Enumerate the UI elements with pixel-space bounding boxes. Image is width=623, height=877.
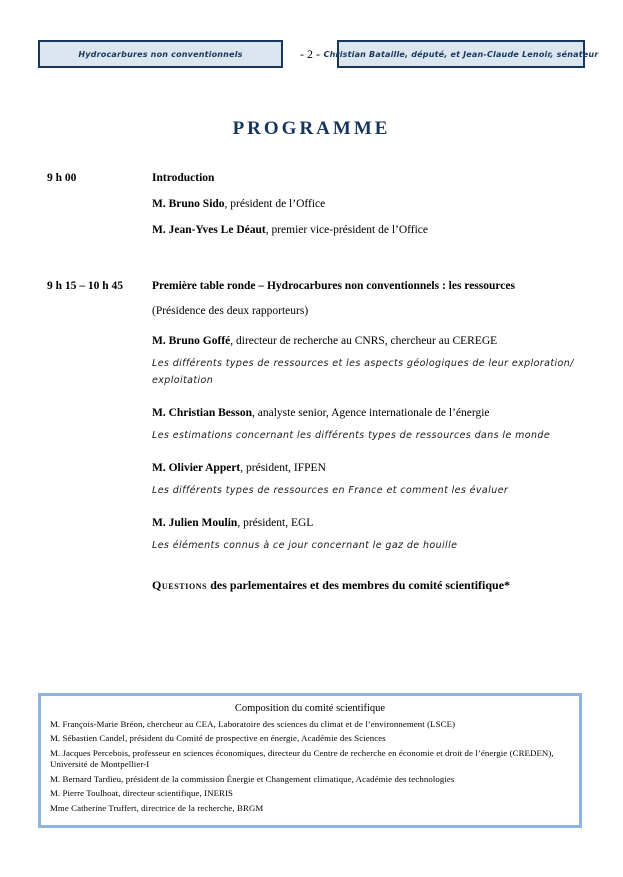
speaker-role: , directeur de recherche au CNRS, chercheur au CEREGE bbox=[230, 335, 498, 347]
header-right-text: Christian Bataille, député, et Jean-Claude Lenoir, sénateur bbox=[323, 49, 599, 59]
session-content bbox=[152, 172, 585, 236]
page-number: - 2 - bbox=[300, 46, 320, 61]
speaker-role: , président de l’Office bbox=[224, 198, 326, 210]
speaker-line bbox=[152, 198, 585, 210]
session-subheading: (Présidence des deux rapporteurs) bbox=[152, 305, 309, 317]
committee-member: M. Bernard Tardieu, président de la commission Énergie et Changement climatique, Académie des technologies bbox=[50, 773, 455, 784]
committee-member: Mme Catherine Truffert, directrice de la recherche, BRGM bbox=[50, 802, 264, 813]
session-heading: Première table ronde – Hydrocarbures non conventionnels : les ressources bbox=[152, 280, 515, 292]
speaker-role: , président, IFPEN bbox=[240, 462, 326, 475]
speaker-name: M. Bruno Goffé bbox=[152, 335, 231, 347]
speaker-role: , président, EGL bbox=[237, 517, 314, 530]
speaker-line bbox=[152, 407, 585, 419]
committee-member: M. Jacques Percebois, professeur en sciences économiques, directeur du Centre de recherche en économie et droit de l’énergie (CREDEN), Université de Montpellier-I bbox=[50, 747, 554, 770]
questions-rest: des parlementaires et des membres du comité scientifique* bbox=[207, 578, 511, 593]
speaker-name: M. Jean-Yves Le Déaut bbox=[152, 224, 266, 236]
session-premiere-table-ronde bbox=[47, 280, 585, 593]
speaker-topic: Les éléments connus à ce jour concernant le gaz de houille bbox=[152, 540, 458, 552]
session-content bbox=[152, 280, 585, 593]
program-schedule bbox=[47, 172, 585, 593]
session-time: 9 h 00 bbox=[47, 172, 77, 184]
speaker-line bbox=[152, 335, 585, 347]
committee-title: Composition du comité scientifique bbox=[234, 703, 386, 714]
committee-member: M. François-Marie Bréon, chercheur au CEA, Laboratoire des sciences du climat et de l’environnement (LSCE) bbox=[50, 719, 456, 729]
speaker-role: , premier vice-président de l’Office bbox=[265, 224, 429, 236]
speaker-name: M. Bruno Sido bbox=[152, 198, 225, 210]
speaker-line bbox=[152, 517, 585, 529]
speaker-topic: Les différents types de ressources en France et comment les évaluer bbox=[152, 485, 509, 497]
questions-line bbox=[152, 578, 585, 593]
header-right-box bbox=[323, 40, 599, 68]
questions-lead: Questions bbox=[152, 578, 208, 593]
committee-member: M. Pierre Toulhoat, directeur scientifique, INERIS bbox=[50, 788, 234, 799]
speaker-name: M. Christian Besson bbox=[152, 407, 252, 420]
committee-member: M. Sébastien Candel, président du Comité de prospective en énergie, Académie des Sciences bbox=[50, 733, 386, 744]
session-heading: Introduction bbox=[152, 172, 215, 184]
speaker-name: M. Olivier Appert bbox=[152, 462, 241, 475]
session-introduction bbox=[47, 172, 585, 236]
speaker-topic: Les différents types de ressources et les aspects géologiques de leur exploration/ exploitation bbox=[152, 358, 574, 387]
header-left-text: Hydrocarbures non conventionnels bbox=[78, 49, 243, 59]
committee-box bbox=[38, 693, 582, 828]
speaker-line bbox=[152, 224, 585, 236]
header-left-box bbox=[38, 40, 283, 68]
speaker-line bbox=[152, 462, 585, 474]
speaker-role: , analyste senior, Agence internationale de l’énergie bbox=[252, 407, 490, 420]
page-title: PROGRAMME bbox=[232, 118, 391, 139]
page-header bbox=[38, 40, 599, 68]
speaker-topic: Les estimations concernant les différents types de ressources dans le monde bbox=[152, 430, 551, 442]
session-time: 9 h 15 – 10 h 45 bbox=[47, 280, 124, 292]
speaker-name: M. Julien Moulin bbox=[152, 517, 238, 530]
